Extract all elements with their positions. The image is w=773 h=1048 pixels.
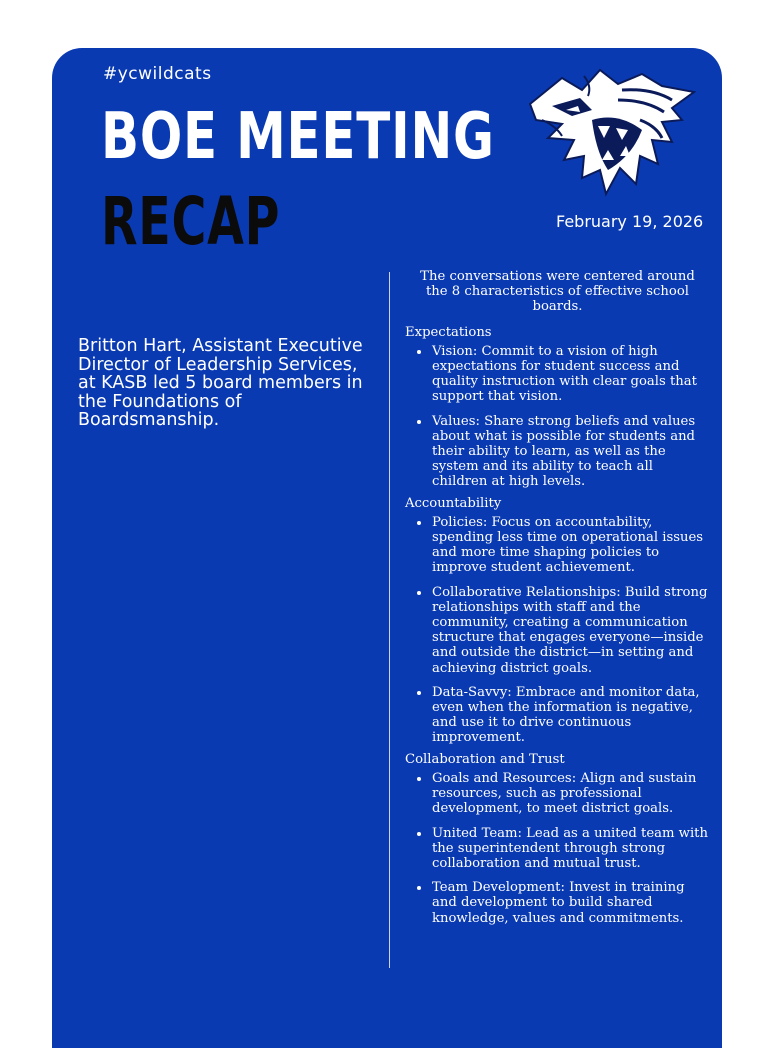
list-item: • Data-Savvy: Embrace and monitor data, even when the information is negative, and use it to drive continuous improvement. xyxy=(431,685,710,746)
list-item: • United Team: Lead as a united team with the superintendent through strong collaboration and mutual trust. xyxy=(431,826,710,872)
section-heading-expectations: Expectations xyxy=(405,324,492,340)
accountability-list xyxy=(405,515,710,746)
column-divider xyxy=(389,272,390,968)
meeting-date: February 19, 2026 xyxy=(556,212,704,231)
list-item: • Collaborative Relationships: Build strong relationships with staff and the community, creating a communication structure that engages everyone—inside and outside the district—in setting and achieving district goals. xyxy=(431,585,710,676)
expectations-list xyxy=(405,344,710,490)
hashtag: #ycwildcats xyxy=(103,64,212,84)
page-title: BOE MEETING xyxy=(101,100,495,174)
characteristics-column xyxy=(405,269,710,932)
page-subtitle: RECAP xyxy=(101,183,281,260)
list-item: • Goals and Resources: Align and sustain resources, such as professional development, to meet district goals. xyxy=(431,771,710,817)
list-item: • Values: Share strong beliefs and values about what is possible for students and their ability to learn, as well as the system and its ability to teach all children at high levels. xyxy=(431,414,710,490)
section-heading-collaboration: Collaboration and Trust xyxy=(405,751,565,767)
list-item: • Policies: Focus on accountability, spending less time on operational issues and more time shaping policies to improve student achievement. xyxy=(431,515,710,576)
intro-text: The conversations were centered around the 8 characteristics of effective school boards. xyxy=(420,269,695,315)
list-item: • Vision: Commit to a vision of high expectations for student success and quality instruction with clear goals that support that vision. xyxy=(431,344,710,405)
list-item: • Team Development: Invest in training and development to build shared knowledge, values and commitments. xyxy=(431,880,710,926)
section-heading-accountability: Accountability xyxy=(405,495,502,511)
collaboration-list xyxy=(405,771,710,926)
wildcat-mascot-icon xyxy=(522,60,700,200)
summary-text: Britton Hart, Assistant Executive Director of Leadership Services, at KASB led 5 board members in the Foundations of Boardsmanship. xyxy=(78,336,363,430)
